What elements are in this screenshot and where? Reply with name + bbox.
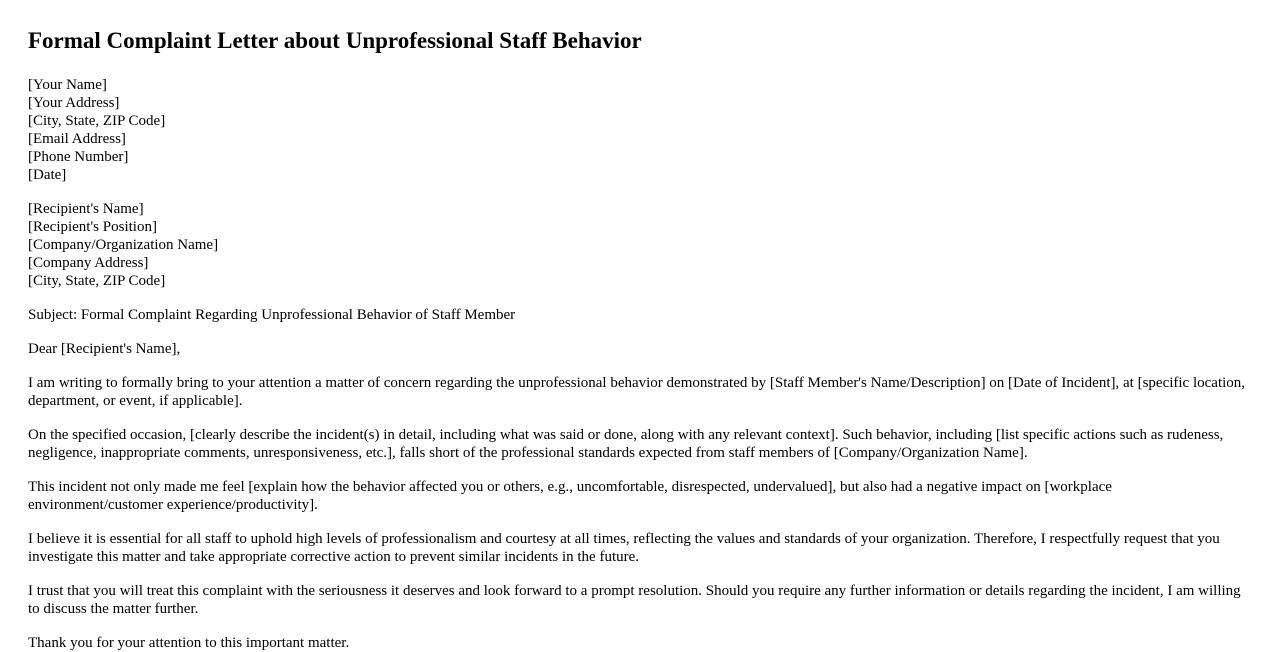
sender-name: [Your Name] (28, 77, 107, 93)
body-paragraph-4: I believe it is essential for all staff to uphold high levels of professionalism and courtesy at all times, reflecting the values and standards of your organization. Therefore, I respectfully request that you investigate this matter and take appropriate corrective action to prevent similar incidents in the future. (28, 531, 1220, 565)
body-paragraph-3: This incident not only made me feel [explain how the behavior affected you or others, e.g., uncomfortable, disrespected, undervalued], but also had a negative impact on [workplace environment/customer experience/productivity]. (28, 479, 1112, 513)
recipient-name: [Recipient's Name] (28, 201, 144, 217)
sender-block (28, 76, 1250, 184)
recipient-company: [Company/Organization Name] (28, 237, 219, 253)
subject-line: Subject: Formal Complaint Regarding Unprofessional Behavior of Staff Member (28, 307, 516, 323)
closing-paragraph: Thank you for your attention to this important matter. (28, 635, 350, 651)
recipient-block (28, 200, 1250, 290)
sender-address: [Your Address] (28, 95, 120, 111)
sender-phone: [Phone Number] (28, 149, 129, 165)
salutation: Dear [Recipient's Name], (28, 341, 181, 357)
recipient-address: [Company Address] (28, 255, 149, 271)
sender-date: [Date] (28, 167, 67, 183)
sender-email: [Email Address] (28, 131, 126, 147)
sender-city-state-zip: [City, State, ZIP Code] (28, 113, 166, 129)
body-paragraph-5: I trust that you will treat this complaint with the seriousness it deserves and look forward to a prompt resolution. Should you require any further information or details regarding the incident, I am willing to discuss the matter further. (28, 583, 1241, 617)
page-title: Formal Complaint Letter about Unprofessional Staff Behavior (28, 28, 642, 53)
recipient-city-state-zip: [City, State, ZIP Code] (28, 273, 166, 289)
body-paragraph-1: I am writing to formally bring to your attention a matter of concern regarding the unprofessional behavior demonstrated by [Staff Member's Name/Description] on [Date of Incident], at [specific location, department, or event, if applicable]. (28, 375, 1246, 409)
body-paragraph-2: On the specified occasion, [clearly describe the incident(s) in detail, including what was said or done, along with any relevant context]. Such behavior, including [list specific actions such as rudeness, negligence, inappropriate comments, unresponsiveness, etc.], falls short of the professional standards expected from staff members of [Company/Organization Name]. (28, 427, 1224, 461)
recipient-position: [Recipient's Position] (28, 219, 157, 235)
